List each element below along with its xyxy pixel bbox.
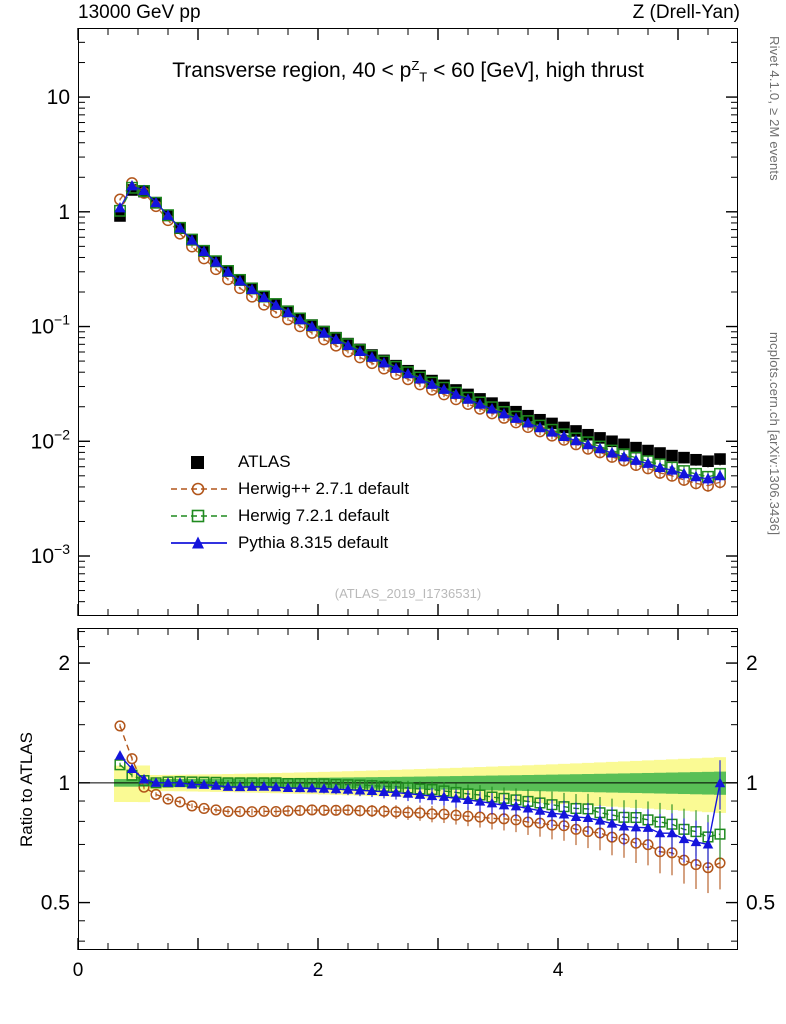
ratio-y-axis-label-right: 2: [746, 652, 758, 676]
plot-title-pre: Transverse region, 40 < p: [172, 59, 412, 83]
legend-label-herwig7: Herwig 7.2.1 default: [238, 505, 390, 525]
y-axis-label: 10: [46, 86, 70, 110]
ratio-y-axis-label: 2: [58, 652, 70, 676]
y-axis-label: $10^{-2}$: [30, 426, 70, 454]
legend-label-pythia: Pythia 8.315 default: [238, 532, 389, 552]
ratio-axis-label-text: Ratio to ATLAS: [17, 731, 36, 847]
x-axis-tick-label: 2: [312, 960, 324, 981]
y-axis-label: 1: [58, 200, 70, 224]
x-axis-tick-label: 0: [72, 960, 84, 981]
mcplots-reference-caption: mcplots.cern.ch [arXiv:1306.3436]: [767, 332, 782, 536]
plot-title-sup: Z: [411, 58, 420, 73]
rivet-version-caption: Rivet 4.1.0, ≥ 2M events: [767, 36, 782, 181]
y-axis-label: $10^{-3}$: [30, 541, 70, 569]
header-process-label: Z (Drell-Yan): [632, 2, 740, 23]
analysis-id-watermark: (ATLAS_2019_I1736531): [334, 586, 482, 601]
x-axis-tick-label: 4: [552, 960, 564, 981]
ratio-y-axis-label-right: 0.5: [746, 891, 776, 915]
plot-title-post: < 60 [GeV], high thrust: [427, 59, 644, 83]
y-axis-label: $10^{-1}$: [30, 311, 70, 339]
ratio-y-axis-label-right: 1: [746, 771, 758, 795]
plot-title-sub: T: [419, 69, 428, 85]
ratio-y-axis-label: 1: [58, 771, 70, 795]
legend-label-herwigpp: Herwig++ 2.7.1 default: [238, 478, 410, 498]
header-beam-label: 13000 GeV pp: [78, 2, 201, 23]
legend-label-atlas: ATLAS: [238, 451, 291, 471]
ratio-y-axis-label: 0.5: [40, 891, 70, 915]
